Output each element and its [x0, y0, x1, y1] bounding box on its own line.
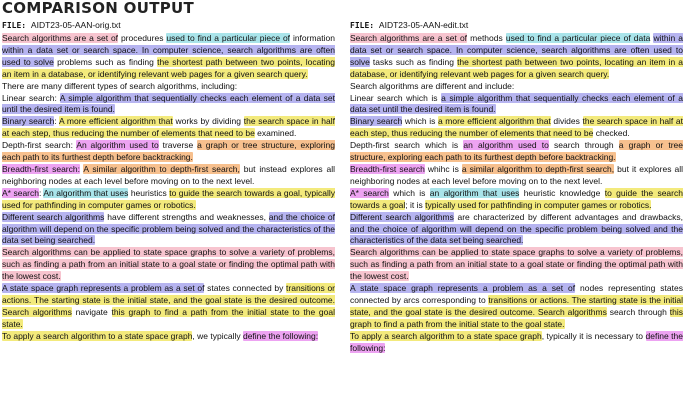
file-prefix: FILE: — [2, 21, 27, 30]
paragraph — [350, 188, 683, 212]
paragraph — [350, 164, 683, 188]
paragraph — [2, 33, 335, 81]
text-segment: Depth-first search which is — [350, 140, 464, 151]
paragraph — [2, 188, 335, 212]
text-segment: search through — [548, 140, 619, 151]
text-segment: examined. — [254, 128, 297, 139]
text-segment: traverse — [158, 140, 198, 151]
text-segment: : — [38, 187, 44, 198]
edited-file-panel — [350, 19, 683, 354]
highlighted-segment: within a data set or search space. In computer science, search algorithms are often used to solve — [2, 44, 335, 67]
edited-file-name: AIDT23-05-AAN-edit.txt — [378, 20, 469, 30]
highlighted-segment: A* search — [2, 187, 39, 198]
highlighted-segment: Search algorithms are a set of — [350, 33, 468, 43]
text-segment: There are many different types of search algorithms, including: — [2, 80, 238, 91]
text-segment: navigate — [71, 306, 112, 317]
paragraph — [350, 33, 683, 81]
highlighted-segment: A more efficient algorithm that — [58, 116, 173, 127]
text-segment: Linear search which is — [350, 92, 442, 103]
paragraph — [2, 283, 335, 331]
text-segment: have different strengths and weaknesses, — [104, 211, 269, 222]
original-text-body — [2, 33, 335, 343]
text-segment: but it explores all neighboring nodes at each level before moving on to the next level. — [350, 163, 683, 186]
text-segment: divides — [550, 116, 583, 127]
highlighted-segment: and the choice of algorithm will depend on the specific problem being solved and the characteristics of the data set being searched. — [350, 223, 683, 246]
paragraph — [2, 81, 335, 93]
highlighted-segment: Breadth-first search: — [2, 163, 80, 174]
highlighted-segment: a more efficient algorithm that — [437, 116, 551, 127]
paragraph — [350, 247, 683, 283]
paragraph — [350, 93, 683, 117]
text-segment: , we typically — [192, 330, 243, 341]
highlighted-segment: To apply a search algorithm to a state space graph — [350, 330, 542, 341]
page-title: COMPARISON OUTPUT — [2, 0, 195, 17]
text-segment: , typically it is necessary to — [541, 330, 646, 341]
highlighted-segment: transitions or actions. The starting state is the initial state, and the goal state is the desired outcome. Search algorithms — [350, 294, 683, 317]
highlighted-segment: this graph to find a path from the initial state to the goal state. — [2, 306, 335, 329]
highlighted-segment: define the following: — [350, 330, 683, 353]
paragraph — [350, 212, 683, 248]
highlighted-segment: Binary search — [2, 116, 55, 127]
edited-text-body — [350, 33, 683, 354]
highlighted-segment: Different search algorithms — [350, 211, 454, 222]
highlighted-segment: the shortest path between two points, locating an item in a database, or identifying relevant web pages for a given search query. — [350, 56, 683, 79]
highlighted-segment: A state space graph represents a problem as a set of — [350, 283, 576, 294]
highlighted-segment: an algorithm used to — [463, 140, 549, 151]
paragraph — [2, 140, 335, 164]
highlighted-segment: used to find a particular piece of — [166, 33, 291, 43]
paragraph — [350, 116, 683, 140]
highlighted-segment: Different search algorithms — [2, 211, 105, 222]
highlighted-segment: an algorithm that uses — [429, 187, 520, 198]
highlighted-segment: Search algorithms can be applied to state space graphs to solve a variety of problems, such as finding a path from an initial state to a goal state or finding the optimal path with the lowest cost. — [2, 247, 335, 282]
highlighted-segment: A* search — [350, 187, 389, 198]
highlighted-segment: A simple algorithm that sequentially checks each element of a data set until the desired item is found. — [2, 92, 335, 115]
paragraph — [350, 283, 683, 331]
text-segment: Search algorithms are different and include: — [350, 80, 515, 91]
paragraph — [2, 116, 335, 140]
highlighted-segment: An algorithm used to — [76, 140, 159, 151]
text-segment: which is — [402, 116, 438, 127]
highlighted-segment: a graph or tree structure, exploring each path to its furthest depth before backtracking. — [2, 140, 335, 163]
text-segment: : — [54, 116, 59, 127]
original-file-name: AIDT23-05-AAN-orig.txt — [30, 20, 121, 30]
paragraph — [2, 212, 335, 248]
highlighted-segment: Search algorithms are a set of — [2, 33, 119, 43]
highlighted-segment: and the choice of algorithm will depend on the specific problem being solved and the characteristics of the data set being searched. — [2, 211, 335, 246]
text-segment: tasks such as finding — [369, 56, 458, 67]
highlighted-segment: this graph to find a path from the initial state to the goal state. — [350, 306, 683, 329]
text-segment: nodes representing states connected by arcs corresponding to — [350, 283, 683, 305]
highlighted-segment: the search space in half at each step, thus reducing the number of elements that need to be — [350, 116, 683, 139]
highlighted-segment: Binary search — [350, 116, 403, 127]
highlighted-segment: typically used for pathfinding in computer games or robotics. — [425, 199, 652, 210]
paragraph — [350, 140, 683, 164]
text-segment: procedures — [118, 33, 167, 43]
highlighted-segment: An algorithm that uses — [43, 187, 129, 198]
highlighted-segment: within a data set or search space. In computer science, search algorithms are often used to solve — [350, 33, 684, 67]
highlighted-segment: A state space graph represents a problem as a set of — [2, 283, 205, 294]
highlighted-segment: Breadth-first search — [350, 163, 425, 174]
text-segment: whihc is — [424, 163, 462, 174]
highlighted-segment: the search space in half at each step, thus reducing the number of elements that need to be — [2, 116, 336, 139]
text-segment: which is — [388, 187, 430, 198]
text-segment: heuristic knowledge — [519, 187, 605, 198]
highlighted-segment: to guide the search towards a goal — [350, 187, 683, 210]
text-segment: problems such as finding — [53, 56, 158, 67]
text-segment: Linear search: — [2, 92, 60, 103]
paragraph — [2, 331, 335, 343]
text-segment: are characterized by different advantages and drawbacks, — [453, 211, 683, 222]
text-segment: Depth-first search: — [2, 140, 77, 151]
highlighted-segment: To apply a search algorithm to a state space graph — [2, 330, 193, 341]
highlighted-segment: a simple algorithm that sequentially checks each element of a data set until the desired item is found. — [350, 92, 683, 115]
text-segment: ; it is — [405, 199, 426, 210]
text-segment: heuristics — [128, 187, 170, 198]
highlighted-segment: a similar algorithm to depth-first search, — [461, 163, 615, 174]
edited-file-label — [350, 19, 683, 33]
highlighted-segment: Search algorithms can be applied to state space graphs to solve a variety of problems, such as finding a path from an initial state to a goal state or finding the optimal path with the lowest cost. — [350, 247, 683, 282]
highlighted-segment: a graph or tree structure, exploring each path to its furthest depth before backtracking. — [350, 140, 683, 163]
highlighted-segment: to guide the search towards a goal, typically used for pathfinding in computer games or robotics. — [2, 187, 336, 210]
paragraph — [350, 81, 683, 93]
original-file-label — [2, 19, 335, 33]
original-file-panel — [2, 19, 335, 343]
text-segment: methods — [467, 33, 506, 43]
highlighted-segment: the shortest path between two points, locating an item in a database, or identifying relevant web pages for a given search query. — [2, 56, 335, 79]
text-segment: works by dividing — [172, 116, 244, 127]
highlighted-segment: A similar algorithm to depth-first search, — [83, 163, 240, 174]
paragraph — [2, 164, 335, 188]
text-segment: information — [290, 33, 335, 43]
highlighted-segment: define the following: — [242, 330, 319, 341]
text-segment: checked. — [593, 128, 630, 139]
file-prefix: FILE: — [350, 21, 375, 30]
highlighted-segment: used to find a particular piece of data — [505, 33, 651, 43]
paragraph — [2, 93, 335, 117]
text-segment: but instead explores all neighboring nodes at each level before moving on to the next level. — [2, 163, 336, 186]
text-segment: search through — [606, 306, 670, 317]
paragraph — [2, 247, 335, 283]
paragraph — [350, 331, 683, 355]
text-segment: states connected by — [204, 283, 287, 294]
highlighted-segment: transitions or actions. The starting state is the initial state, and the goal state is the desired outcome. Search algorithms — [2, 283, 335, 317]
